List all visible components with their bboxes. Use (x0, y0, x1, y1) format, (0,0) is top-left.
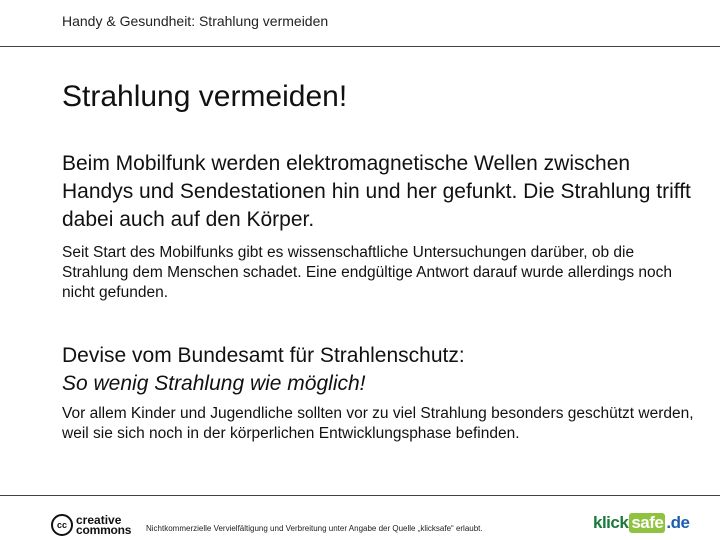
children-paragraph: Vor allem Kinder und Jugendliche sollten vor zu viel Strahlung besonders geschützt werden, weil sie sich noch in der körperlichen Entwicklungsphase befinden. (62, 405, 694, 442)
intro-paragraph: Beim Mobilfunk werden elektromagnetische Wellen zwischen Handys und Sendestationen hin und her gefunkt. Die Strahlung trifft dabei auch auf den Körper. (62, 152, 691, 231)
cc-word-commons: commons (76, 523, 132, 537)
logo-safe: safe (631, 513, 664, 532)
header-divider (0, 46, 720, 47)
motto-source: Devise vom Bundesamt für Strahlenschutz: (62, 344, 465, 367)
motto-text: So wenig Strahlung wie möglich! (62, 372, 366, 395)
license-note: Nichtkommerzielle Vervielfältigung und Verbreitung unter Angabe der Quelle „klicksafe“ erlaubt. (146, 524, 483, 533)
footer-divider (0, 495, 720, 496)
klicksafe-logo (593, 513, 689, 533)
research-paragraph: Seit Start des Mobilfunks gibt es wissenschaftliche Untersuchungen darüber, ob die Strahlung dem Menschen schadet. Eine endgültige Antwort darauf wurde allerdings noch nicht gefunden. (62, 244, 673, 301)
motto-block (62, 342, 702, 398)
cc-wordmark (76, 515, 131, 535)
cc-icon: cc (51, 514, 73, 536)
slide-title: Strahlung vermeiden! (62, 80, 348, 113)
header-title: Handy & Gesundheit: Strahlung vermeiden (62, 13, 329, 29)
creative-commons-logo (51, 514, 131, 536)
cc-word-creative: creative (76, 513, 122, 527)
logo-de: .de (666, 513, 690, 532)
logo-klick: klick (593, 513, 629, 532)
